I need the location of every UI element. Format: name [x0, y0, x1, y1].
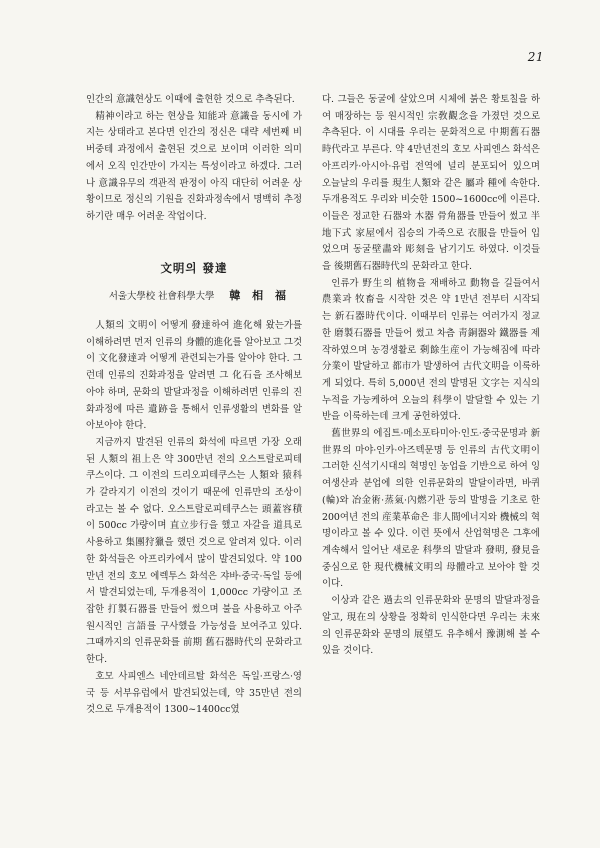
paragraph: 舊世界의 에집트·메소포타미아·인도·중국문명과 新世界의 마야·인카·아즈텍문명 등 인류의 古代文明이 그러한 신석기시대의 혁명인 농업을 기반으로 하여 잉여생산과 분업에 의한 인류문화의 발달이라면, 바퀴(輪)와 冶金術·蒸氣·內燃기관 등의 발명을 기초로 한 200여년 전의 産業革命은 非人間에너지와 機械의 혁명이라고 볼 수 있다. 이런 뜻에서 산업혁명은 그후에 계속해서 일어난 새로운 科學의 발달과 發明, 發見을 중심으로 한 現代機械文明의 母體라고 보아야 할 것이다. [322, 428, 540, 590]
section-title: 文明의 發達 [160, 260, 228, 275]
byline [86, 288, 302, 306]
right-column [322, 92, 540, 660]
paragraph: 다. 그들은 동굴에 살았으며 시체에 붉은 황토칠을 하여 매장하는 등 원시적인 宗敎觀念을 가졌던 것으로 추측된다. 이 시대를 우리는 문화적으로 中期舊石器時代라고 부른다. 약 4만년전의 호모 사피엔스 화석은 아프리카·아시아·유럽 전역에 널리 분포되어 있으며 오늘날의 우리를 現生人類와 같은 屬과 種에 속한다. 두개용적도 우리와 비슷한 1500~1600cc에 이른다. 이들은 정교한 石器와 木器 骨角器를 만들어 썼고 半地下式 家屋에서 집승의 가죽으로 衣服을 만들어 입었으며 동굴壁畵와 彫刻을 남기기도 하였다. 이것들을 後期舊石器時代의 문화라고 한다. [322, 94, 540, 273]
left-column [86, 92, 302, 719]
author-name: 韓 相 福 [229, 289, 290, 303]
paragraph: 호모 사피엔스 네안데르탈 화석은 독일·프랑스·영국 등 서부유럽에서 발견되었는데, 약 35만년 전의 것으로 두개용적이 1300~1400cc였 [86, 670, 302, 716]
paragraph: 이상과 같은 過去의 인류문화와 문명의 발달과정을 알고, 現在의 상황을 정확히 인식한다면 우리는 未來의 인류문화와 문명의 展望도 유추해서 豫測해 볼 수 있을 것이다. [322, 595, 540, 657]
page-number: 21 [527, 50, 544, 64]
paragraph: 인류가 野生의 植物을 재배하고 動物을 길들여서 農業과 牧畜을 시작한 것은 약 1만년 전부터 시작되는 新石器時代이다. 이때부터 인류는 여러가지 정교한 磨製石器를 만들어 썼고 차츰 靑銅器와 鐵器를 제작하였으며 농경생활로 剩餘生産이 가능해짐에 따라 分業이 발달하고 都市가 발생하여 古代文明을 이룩하게 되었다. 특히 5,000년 전의 발명된 文字는 지식의 누적을 가능케하여 오늘의 科學이 발달할 수 있는 기반을 이룩하는데 크게 공헌하였다. [322, 277, 540, 423]
paragraph: 人類의 文明이 어떻게 發達하여 進化해 왔는가를 이해하려면 먼저 인류의 身體的進化를 알아보고 그것이 文化發達과 어떻게 관련되는가를 알아야 한다. 그런데 인류의 진화과정을 알려면 그 化石을 조사해보아야 하며, 문화의 발달과정을 이해하려면 인류의 진화과정에 따른 遺跡을 통해서 인류생활의 변화를 알아보아야 한다. [86, 320, 302, 432]
author-affiliation: 서울大學校 社會科學大學 [108, 291, 215, 303]
paragraph: 지금까지 발견된 인류의 화석에 따르면 가장 오래된 人類의 祖上은 약 300만년 전의 오스트랄로피테쿠스이다. 그 이전의 드리오피테쿠스는 人類와 猿科가 갈라지기 이전의 것이기 때문에 인류만의 조상이라고는 볼 수 없다. 오스트랄로피테쿠스는 頭蓋容積이 500cc 가량이며 直立步行을 했고 자갈을 道具로 사용하고 集團狩獵을 했던 것으로 알려져 있다. 이러한 화석들은 아프리카에서 많이 발견되었다. 약 100만년 전의 호모 에렉투스 화석은 쟈바·중국·독일 등에서 발견되었는데, 두개용적이 1,000cc 가량이고 조잡한 打製石器를 만들어 썼으며 불을 사용하고 아주 원시적인 言語를 구사했을 가능성을 보여주고 있다. 그때까지의 인류문화를 前期 舊石器時代의 문화라고 한다. [86, 436, 302, 666]
paragraph: 인간의 意識현상도 이때에 출현한 것으로 추측된다. [86, 94, 295, 105]
paragraph: 精神이라고 하는 현상을 知能과 意識을 동시에 가지는 상태라고 본다면 인간의 정신은 대략 세번째 비버중테 과정에서 출현된 것으로 보이며 이러한 의미에서 오직 인간만이 가지는 특성이라고 하겠다. 그러나 意識유무의 객관적 판정이 아직 대단히 어려운 상황이므로 정신의 기원을 진화과정속에서 명백히 추정하기란 매우 어려운 작업이다. [86, 110, 302, 222]
